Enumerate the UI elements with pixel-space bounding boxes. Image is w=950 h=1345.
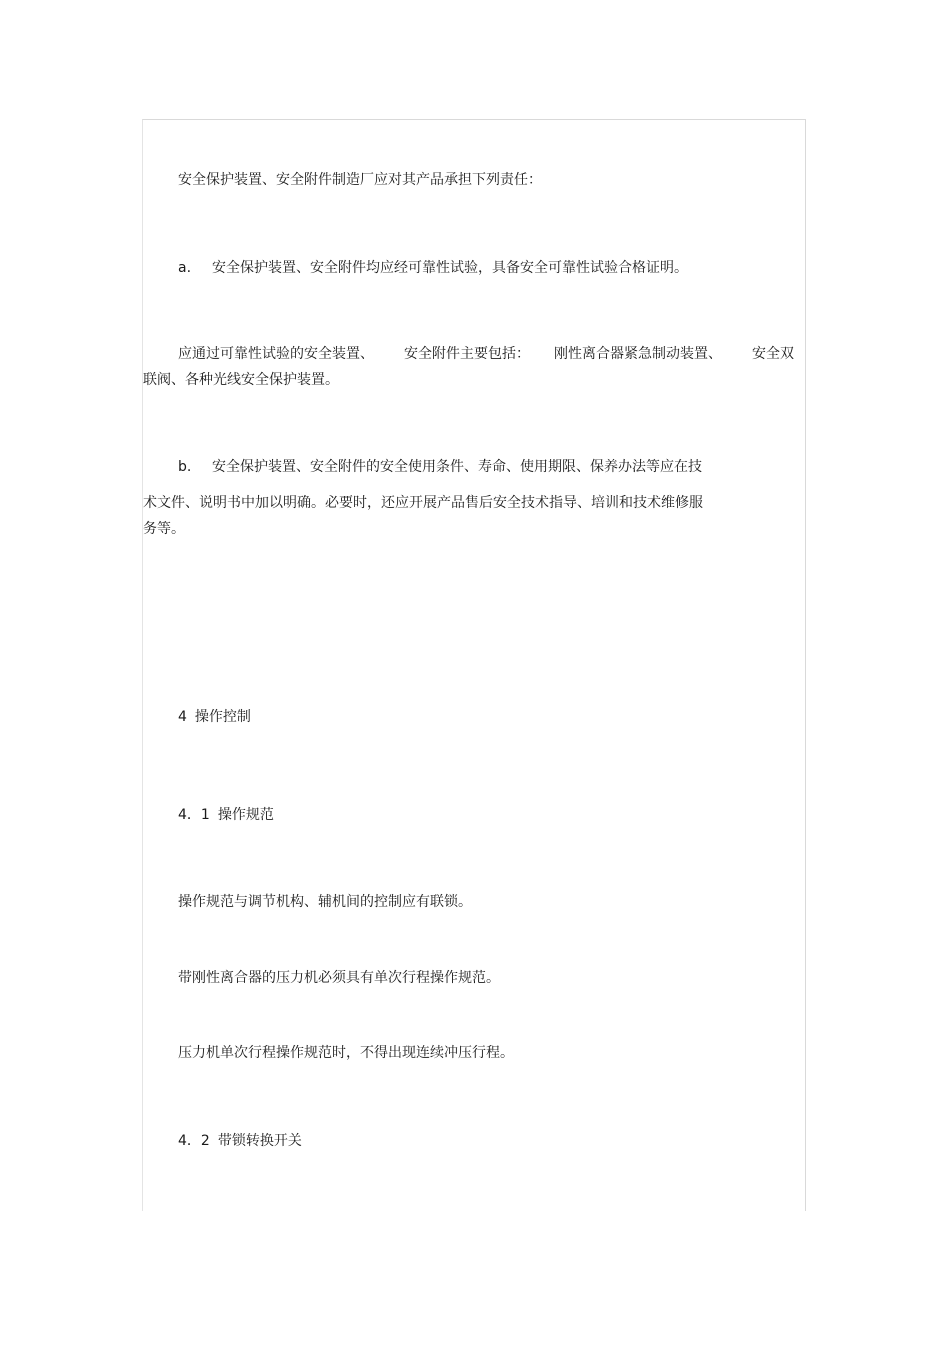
list-marker-b: b.: [178, 459, 192, 475]
intro-paragraph: 安全保护装置、安全附件制造厂应对其产品承担下列责任：: [178, 172, 542, 188]
section-4-heading: [178, 707, 251, 727]
single-stroke-paragraph: 带刚性离合器的压力机必须具有单次行程操作规范。: [178, 970, 500, 986]
section-4-number: 4: [178, 709, 187, 725]
section-4-1-title: 操作规范: [217, 807, 274, 823]
reliability-segment-1: 应通过可靠性试验的安全装置、: [178, 346, 374, 362]
interlock-paragraph: 操作规范与调节机构、辅机间的控制应有联锁。: [178, 894, 472, 910]
reliability-paragraph-line-1: [178, 344, 794, 364]
section-4-title: 操作控制: [194, 709, 251, 725]
no-continuous-paragraph: 压力机单次行程操作规范时，不得出现连续冲压行程。: [178, 1045, 514, 1061]
list-item-a: [178, 258, 688, 278]
list-item-b-line-2: 术文件、说明书中加以明确。必要时，还应开展产品售后安全技术指导、培训和技术维修服: [143, 495, 703, 511]
list-item-b-line-1: [178, 457, 702, 477]
reliability-segment-3: 刚性离合器紧急制动装置、: [554, 346, 722, 362]
section-4-2-number: 4．2: [178, 1133, 210, 1149]
reliability-segment-2: 安全附件主要包括：: [404, 346, 530, 362]
reliability-segment-4: 安全双: [752, 346, 794, 362]
list-item-b-text: 安全保护装置、安全附件的安全使用条件、寿命、使用期限、保养办法等应在技: [212, 459, 702, 475]
list-item-a-text: 安全保护装置、安全附件均应经可靠性试验，具备安全可靠性试验合格证明。: [212, 260, 688, 276]
section-4-1-number: 4．1: [178, 807, 210, 823]
list-marker-a: a.: [178, 260, 192, 276]
section-4-2-title: 带锁转换开关: [217, 1133, 302, 1149]
section-4-2-heading: [178, 1131, 302, 1151]
reliability-paragraph-line-2: 联阀、各种光线安全保护装置。: [143, 372, 339, 388]
list-item-b-line-3: 务等。: [143, 521, 185, 537]
section-4-1-heading: [178, 805, 274, 825]
